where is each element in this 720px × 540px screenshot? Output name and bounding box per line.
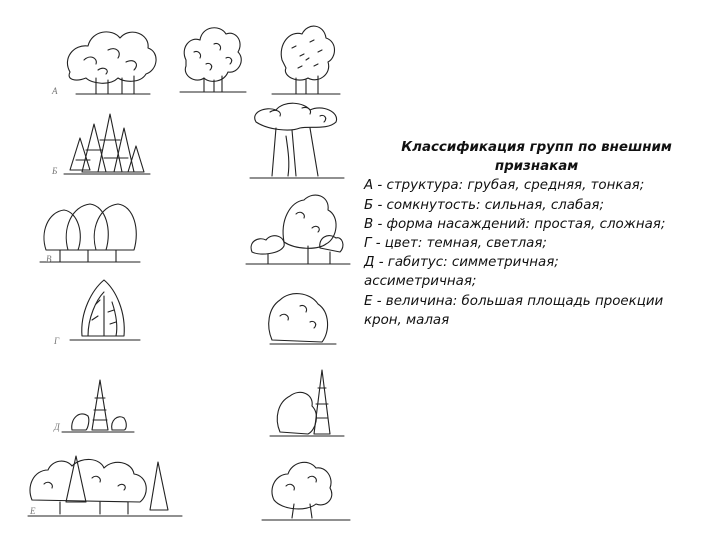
text-line-e-cont: ассиметричная; — [364, 274, 477, 290]
text-line-b: Б - сомкнутость: сильная, слабая; — [364, 197, 604, 213]
row-a-fine-texture-group — [272, 26, 340, 94]
title-line-1: Классификация групп по внешним — [401, 140, 672, 155]
row-b-dense-conifer-group — [64, 114, 150, 174]
row-label-e: Д — [54, 422, 60, 432]
row-d-dark-cypress-group — [70, 280, 140, 340]
title-line-2: признакам — [494, 159, 579, 175]
row-a-medium-texture-group — [180, 28, 246, 92]
row-label-a: А — [52, 86, 58, 96]
text-line-d: Г - цвет: темная, светлая; — [364, 236, 547, 252]
row-e-large-projection-group — [28, 456, 182, 516]
text-line-c: В - форма насаждений: простая, сложная; — [364, 216, 666, 232]
row-c-complex-tiered-group — [246, 195, 350, 264]
row-label-c: В — [46, 254, 52, 264]
row-c-simple-row-of-crowns — [40, 204, 140, 262]
row-b-sparse-umbrella-group — [250, 103, 344, 178]
row-label-b: Б — [52, 166, 58, 176]
text-line-f-cont: крон, малая — [364, 312, 450, 328]
row-dd-mixed-group — [270, 370, 344, 436]
row-a-coarse-texture-group — [67, 32, 156, 94]
text-line-a: А - структура: грубая, средняя, тонкая; — [364, 178, 645, 194]
row-e-small-projection-group — [262, 462, 350, 520]
row-label-f: Е — [30, 506, 36, 516]
row-d-light-shrub-group — [269, 294, 336, 344]
text-line-f: Е - величина: большая площадь проекции — [364, 293, 664, 309]
row-dd-asymmetric-conifer-group — [62, 380, 134, 432]
row-label-d: Г — [54, 336, 60, 346]
text-line-e: Д - габитус: симметричная; — [364, 255, 559, 271]
classification-text — [364, 138, 709, 330]
